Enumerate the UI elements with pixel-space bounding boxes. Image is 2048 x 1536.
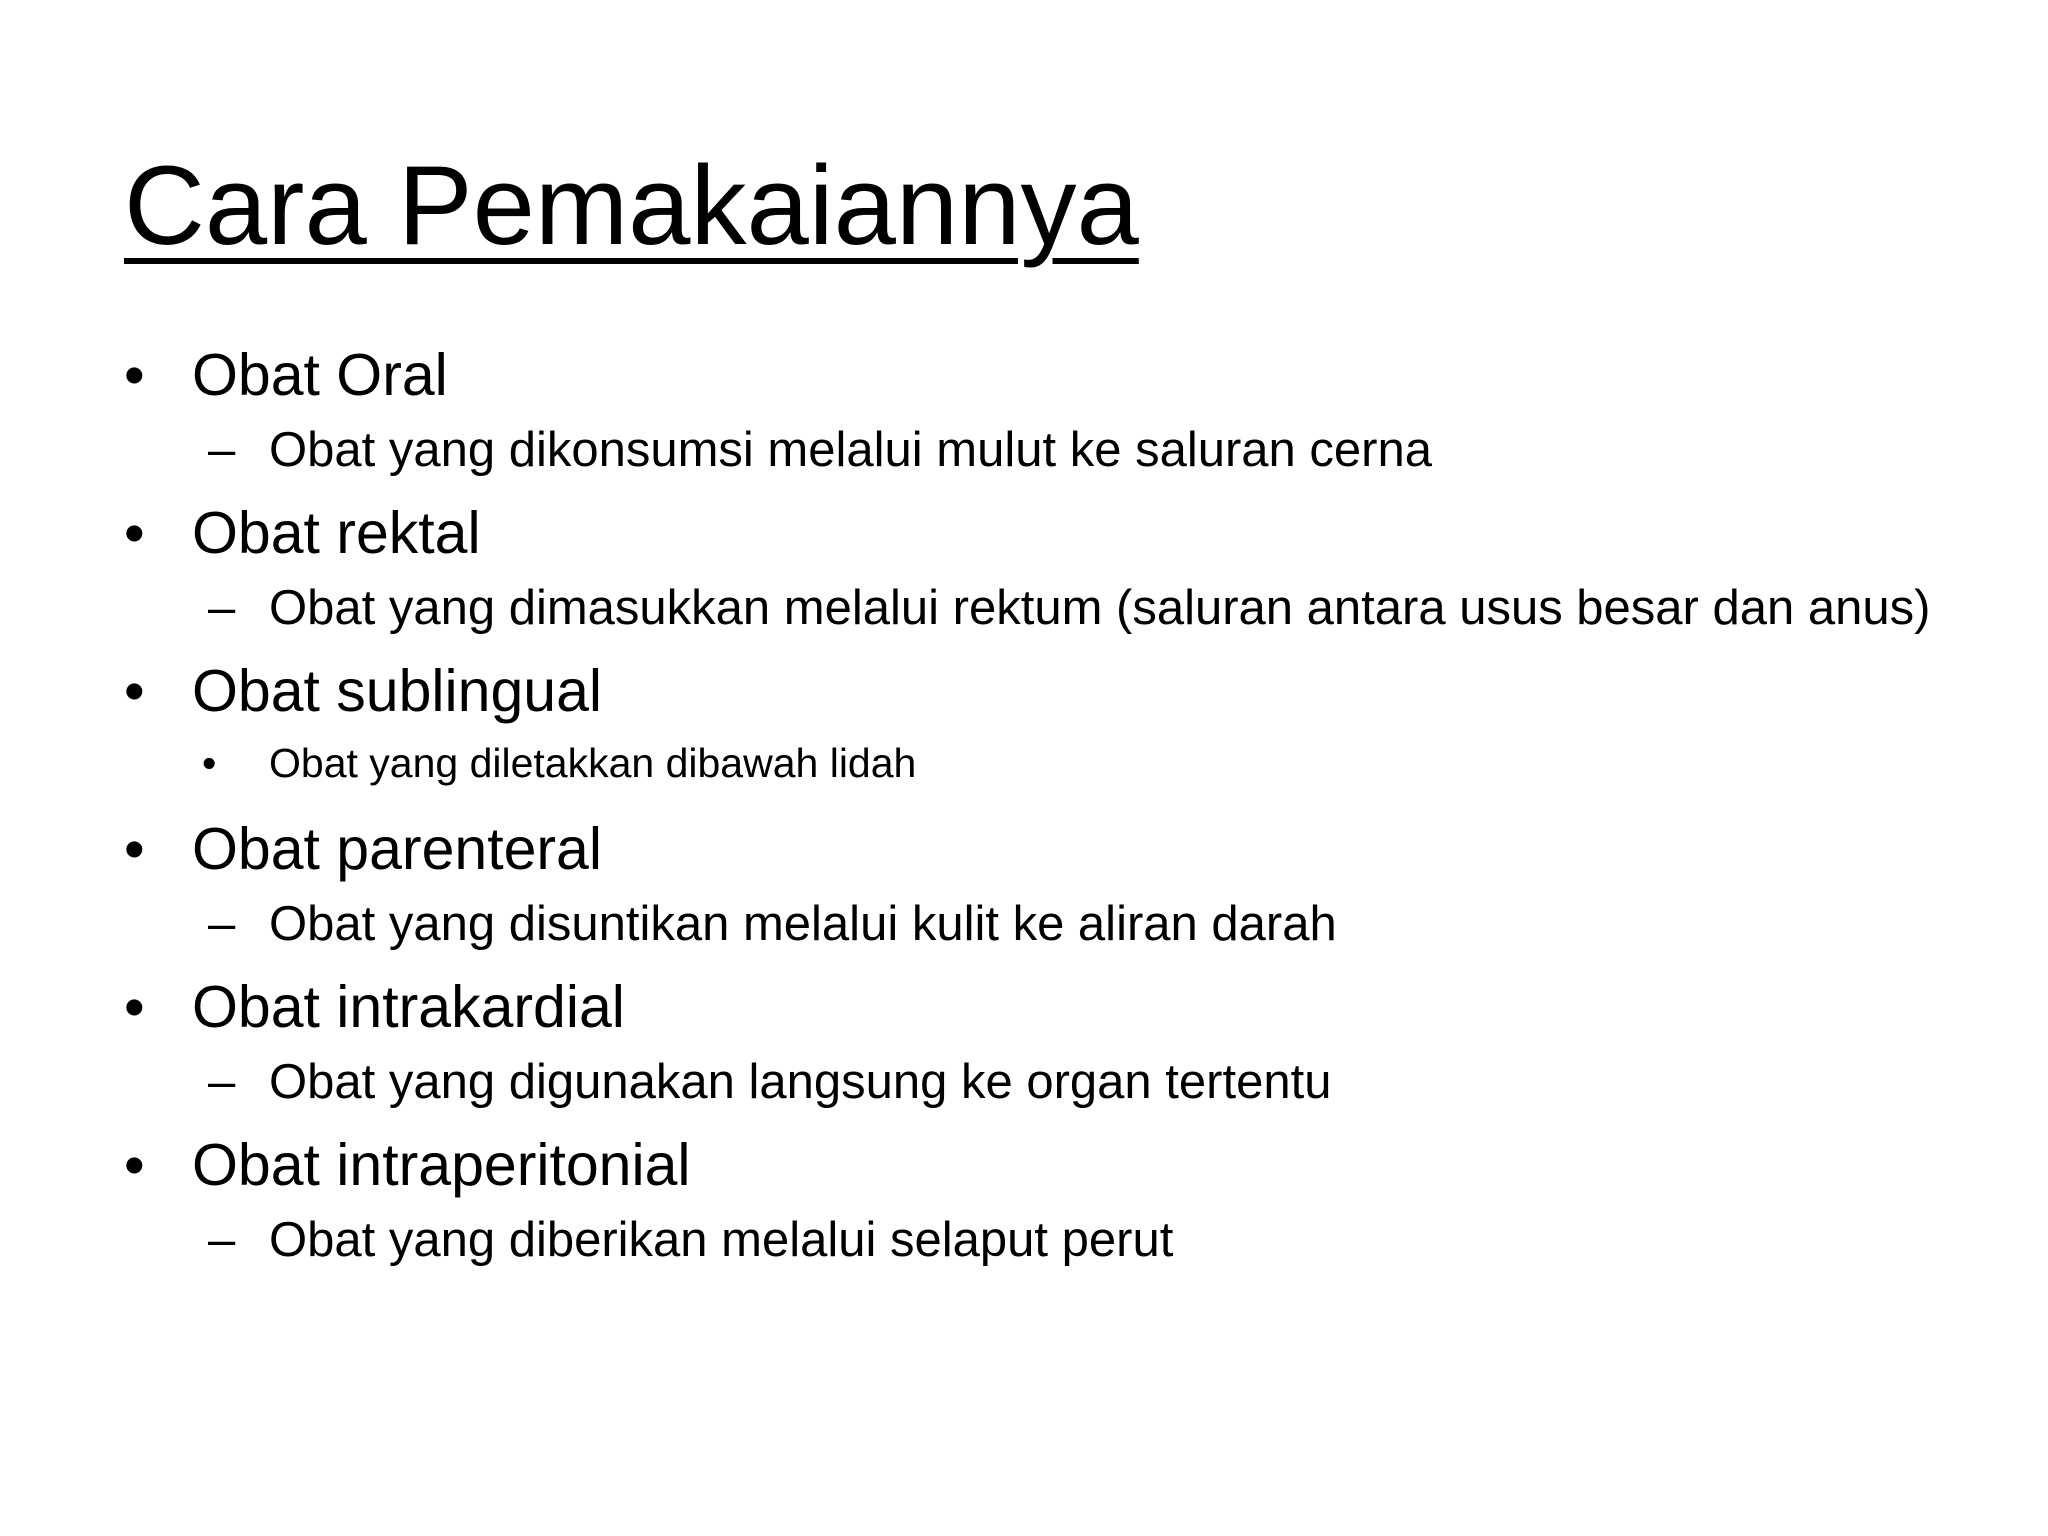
bullet-marker: • — [124, 658, 145, 724]
dash-marker: – — [208, 1213, 236, 1267]
dash-marker: – — [208, 581, 236, 635]
sub-item-text: Obat yang disuntikan melalui kulit ke aliran darah — [269, 897, 1337, 951]
list-item-oral — [124, 335, 1944, 415]
list-item-parenteral — [124, 809, 1944, 889]
sub-item-intraperitonial — [124, 1205, 1944, 1275]
list-item-label: Obat intraperitonial — [192, 1132, 691, 1198]
list-item-sublingual — [124, 651, 1944, 731]
list-item-label: Obat Oral — [192, 342, 448, 408]
bullet-marker: • — [124, 500, 145, 566]
dash-marker: – — [208, 423, 236, 477]
sub-item-text: Obat yang diberikan melalui selaput perut — [269, 1213, 1174, 1267]
sub-item-text: Obat yang diletakkan dibawah lidah — [269, 740, 917, 786]
bullet-list — [124, 335, 1944, 1283]
sub-item-intrakardial — [124, 1047, 1944, 1117]
sub-item-rektal — [124, 573, 1944, 643]
list-item-label: Obat intrakardial — [192, 974, 625, 1040]
sub-item-oral — [124, 415, 1944, 485]
bullet-marker: • — [202, 740, 217, 786]
sub-item-text: Obat yang digunakan langsung ke organ tertentu — [269, 1055, 1332, 1109]
list-item-label: Obat rektal — [192, 500, 481, 566]
bullet-marker: • — [124, 816, 145, 882]
sub-item-sublingual — [124, 731, 1944, 795]
bullet-marker: • — [124, 1132, 145, 1198]
sub-item-parenteral — [124, 889, 1944, 959]
bullet-marker: • — [124, 342, 145, 408]
list-item-label: Obat parenteral — [192, 816, 602, 882]
list-item-intrakardial — [124, 967, 1944, 1047]
sub-item-text: Obat yang dimasukkan melalui rektum (saluran antara usus besar dan anus) — [269, 581, 1931, 635]
dash-marker: – — [208, 897, 236, 951]
bullet-marker: • — [124, 974, 145, 1040]
list-item-label: Obat sublingual — [192, 658, 603, 724]
dash-marker: – — [208, 1055, 236, 1109]
sub-item-text: Obat yang dikonsumsi melalui mulut ke saluran cerna — [269, 423, 1432, 477]
list-item-intraperitonial — [124, 1125, 1944, 1205]
slide-title: Cara Pemakaiannya — [124, 143, 1139, 268]
list-item-rektal — [124, 493, 1944, 573]
